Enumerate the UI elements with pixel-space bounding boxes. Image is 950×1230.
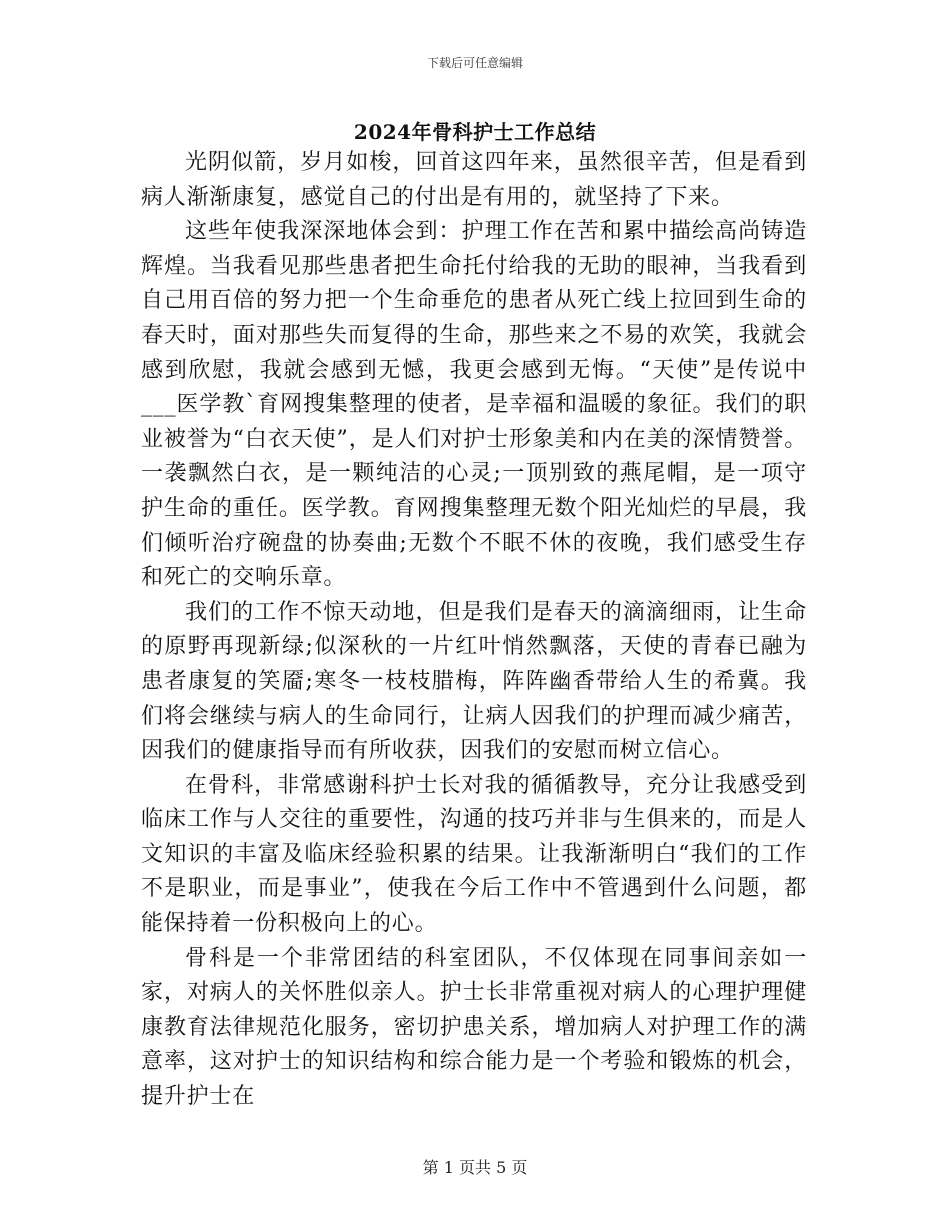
paragraph-1: 光阴似箭，岁月如梭，回首这四年来，虽然很辛苦，但是看到病人渐渐康复，感觉自己的付出是有用的，就坚持了下来。 — [141, 150, 807, 210]
paragraph-3: 我们的工作不惊天动地，但是我们是春天的滴滴细雨，让生命的原野再现新绿;似深秋的一片红叶悄然飘落，天使的青春已融为患者康复的笑靥;寒冬一枝枝腊梅，阵阵幽香带给人生的希冀。我们将会继续与病人的生命同行，让病人因我们的护理而减少痛苦，因我们的健康指导而有所收获，因我们的安慰而树立信心。 — [141, 599, 807, 764]
paragraph-2: 这些年使我深深地体会到：护理工作在苦和累中描绘高尚铸造辉煌。当我看见那些患者把生命托付给我的无助的眼神，当我看到自己用百倍的努力把一个生命垂危的患者从死亡线上拉回到生命的春天时，面对那些失而复得的生命，那些来之不易的欢笑，我就会感到欣慰，我就会感到无憾，我更会感到无悔。“天使”是传说中___医学教`育网搜集整理的使者，是幸福和温暖的象征。我们的职业被誉为“白衣天使”，是人们对护士形象美和内在美的深情赞誉。一袭飘然白衣，是一颗纯洁的心灵;一顶别致的燕尾帽，是一项守护生命的重任。医学教。育网搜集整理无数个阳光灿烂的早晨，我们倾听治疗碗盘的协奏曲;无数个不眠不休的夜晚，我们感受生存和死亡的交响乐章。 — [141, 219, 807, 591]
page-number: 第 1 页共 5 页 — [422, 1158, 528, 1177]
paragraph-4: 在骨科，非常感谢科护士长对我的循循教导，充分让我感受到临床工作与人交往的重要性，沟通的技巧并非与生俱来的，而是人文知识的丰富及临床经验积累的结果。让我渐渐明白“我们的工作不是职业，而是事业”，使我在今后工作中不管遇到什么问题，都能保持着一份积极向上的心。 — [141, 772, 807, 937]
header-note: 下载后可任意编辑 — [426, 56, 523, 70]
document-body — [141, 146, 807, 1115]
paragraph-5: 骨科是一个非常团结的科室团队，不仅体现在同事间亲如一家，对病人的关怀胜似亲人。护士长非常重视对病人的心理护理健康教育法律规范化服务，密切护患关系，增加病人对护理工作的满意率，这对护士的知识结构和综合能力是一个考验和锻炼的机会，提升护士在 — [141, 945, 807, 1110]
document-title: 2024年骨科护士工作总结 — [353, 120, 597, 144]
